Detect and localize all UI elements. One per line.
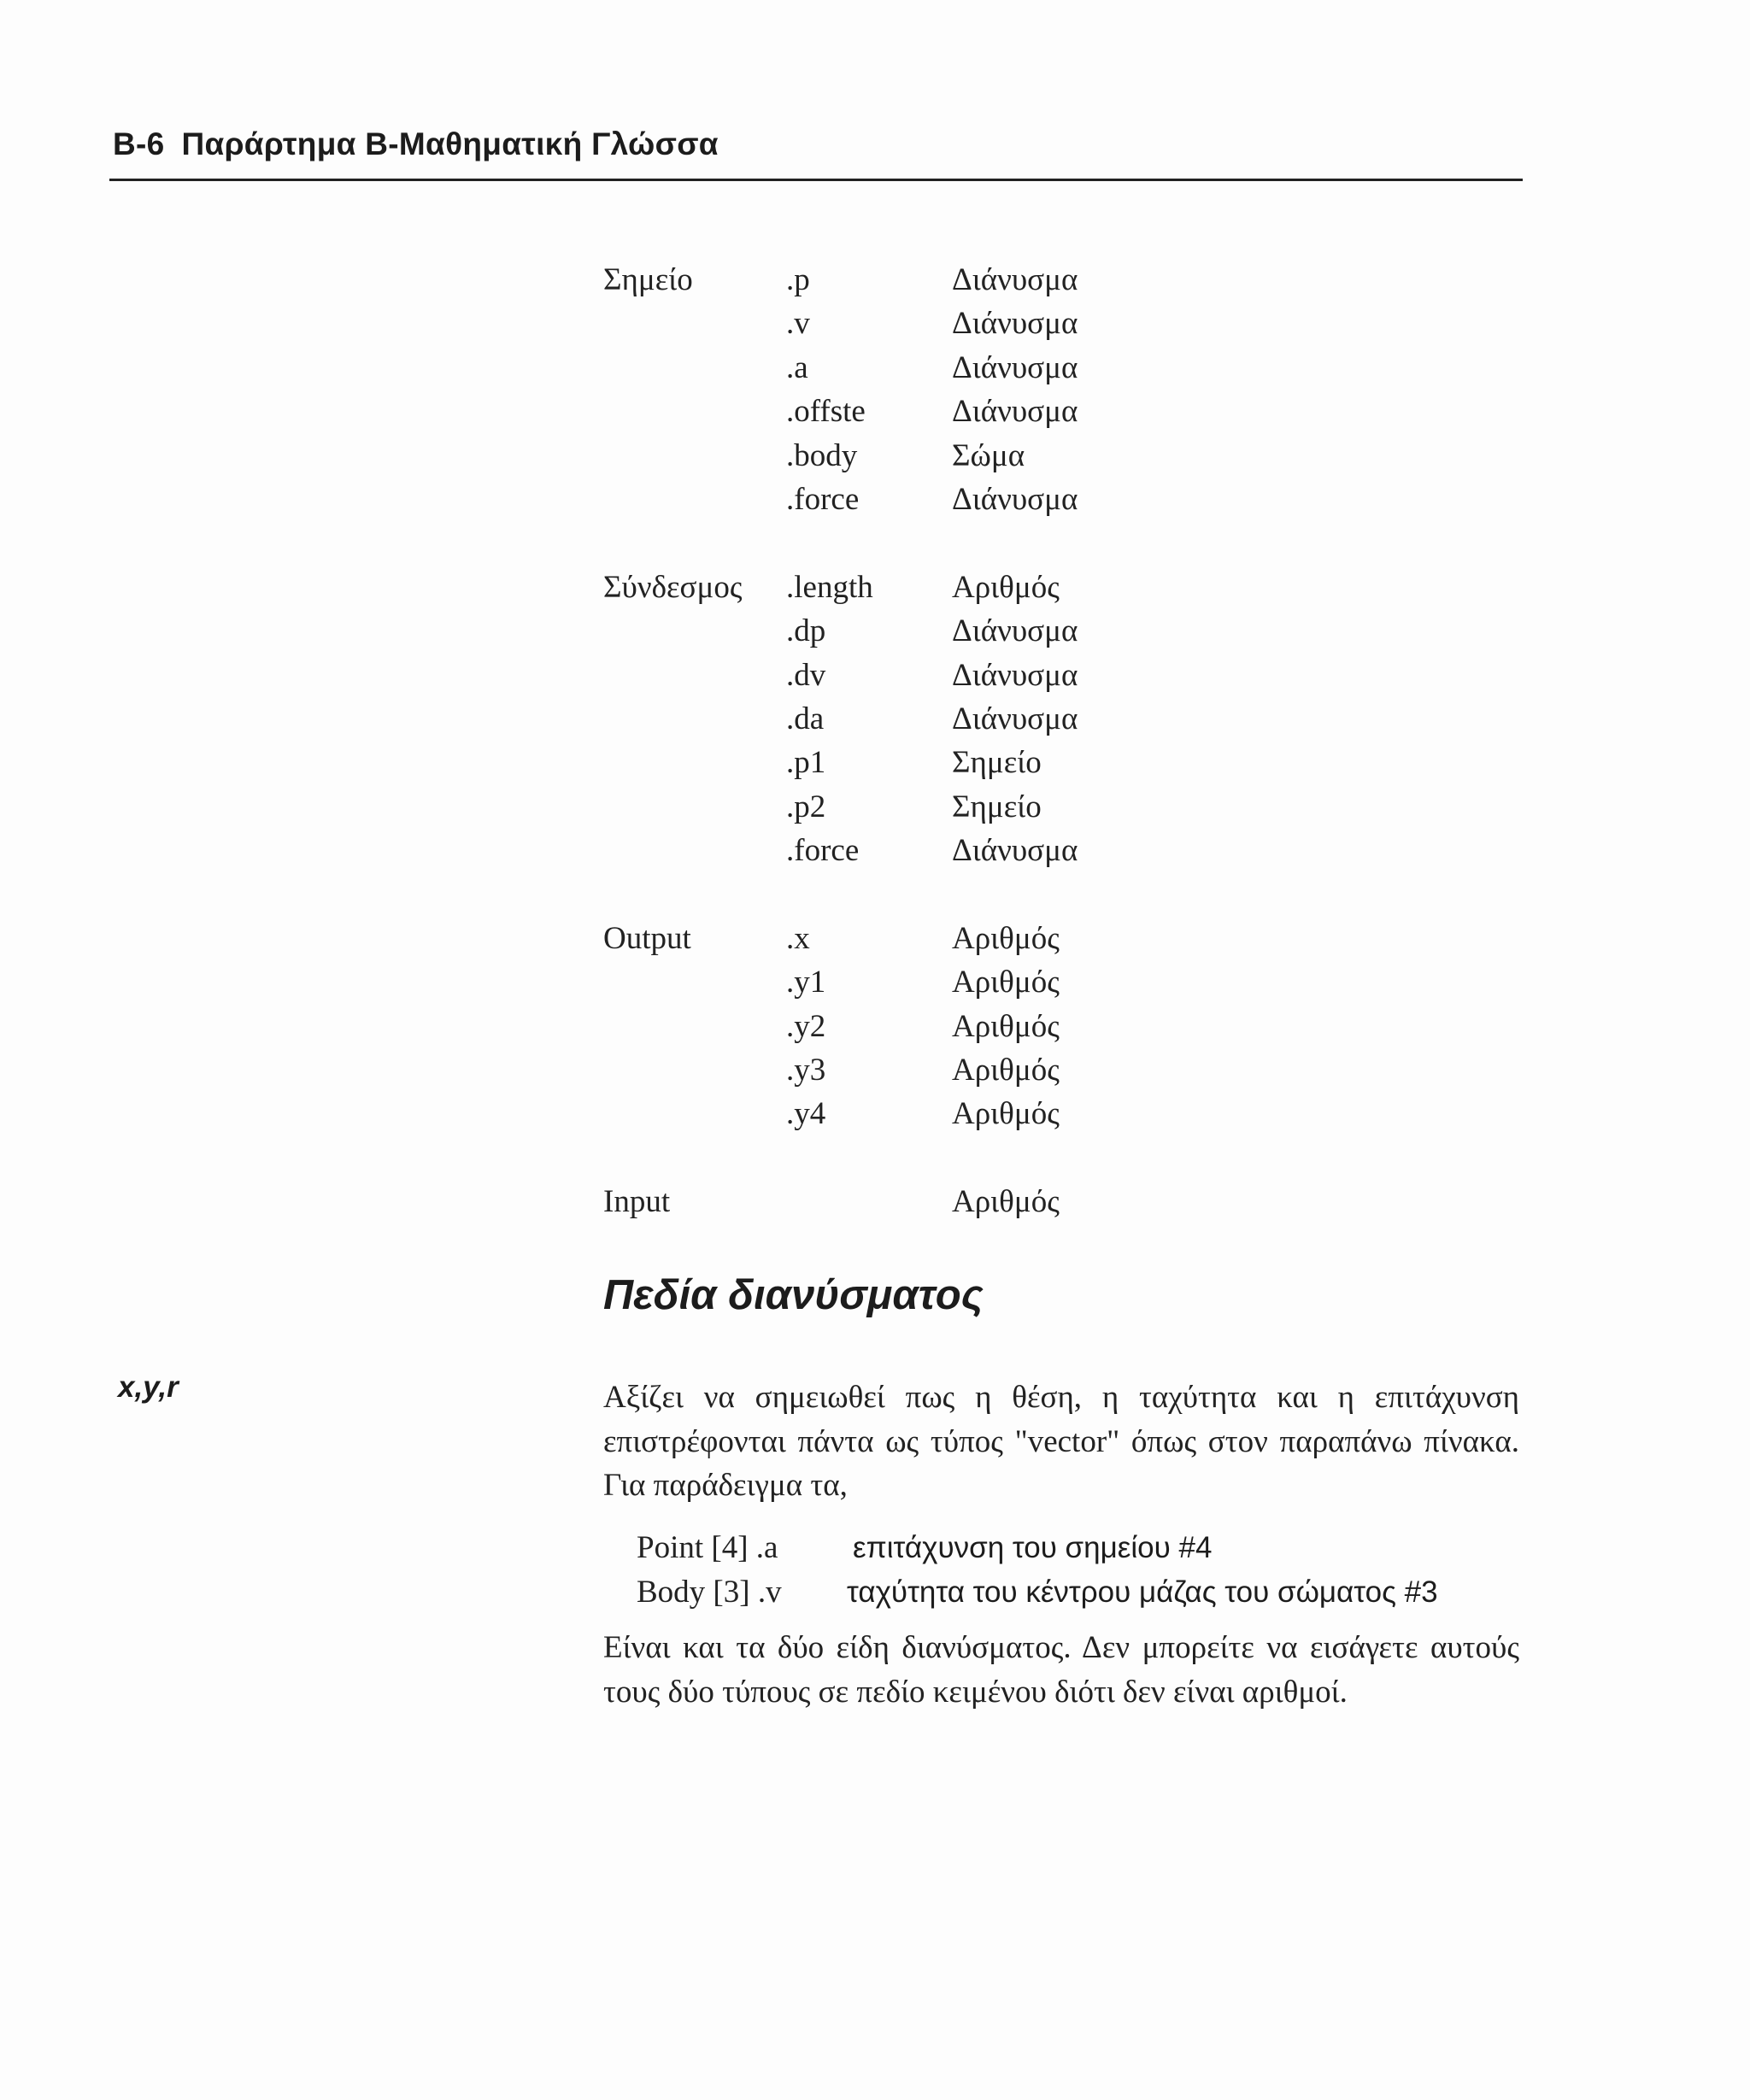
property-type: Αριθμός [952,1096,1060,1132]
page-number: B-6 [113,126,165,161]
property-name: .y1 [786,965,826,1000]
property-type: Διάνυσμα [952,701,1078,736]
property-type: Αριθμός [952,920,1060,956]
property-name: .p [786,262,810,297]
running-header [113,126,719,162]
property-name: .p1 [786,745,826,781]
property-name: .y4 [786,1096,826,1132]
property-name: .offste [786,394,866,430]
property-name: .force [786,833,860,869]
property-type: Διάνυσμα [952,613,1078,649]
object-name: Σύνδεσμος [603,569,743,605]
property-name: .x [786,920,810,956]
property-name: .length [786,569,873,605]
property-type: Διάνυσμα [952,481,1078,517]
property-type: Αριθμός [952,1184,1060,1220]
property-name: .da [786,701,825,736]
header-rule [109,179,1523,181]
property-type: Αριθμός [952,569,1060,605]
property-type: Διάνυσμα [952,349,1078,385]
object-name: Σημείο [603,262,693,297]
property-type: Σημείο [952,789,1042,824]
example-row [637,1570,1525,1615]
property-type: Διάνυσμα [952,833,1078,869]
property-type: Σώμα [952,437,1025,473]
property-name: .a [786,349,808,385]
property-name: .body [786,437,858,473]
margin-note: x,y,r [118,1370,179,1404]
property-name: .y2 [786,1008,826,1044]
example-list [637,1526,1525,1614]
property-type: Διάνυσμα [952,394,1078,430]
example-code: Point [4] .a [637,1530,778,1565]
property-name: .p2 [786,789,826,824]
property-type: Αριθμός [952,1008,1060,1044]
example-row [637,1526,1525,1570]
example-code: Body [3] .v [637,1574,782,1610]
property-type: Σημείο [952,745,1042,781]
property-type: Διάνυσμα [952,657,1078,693]
body-paragraph: Είναι και τα δύο είδη διανύσματος. Δεν μπορείτε να εισάγετε αυτούς τους δύο τύπους σε πεδίο κειμένου διότι δεν είναι αριθμοί. [603,1630,1519,1710]
property-name: .v [786,306,810,342]
property-type: Διάνυσμα [952,262,1078,297]
object-name: Input [603,1184,671,1220]
property-type: Αριθμός [952,1053,1060,1088]
property-name: .force [786,481,860,517]
property-type: Διάνυσμα [952,306,1078,342]
property-name: .y3 [786,1053,826,1088]
body-paragraph: Αξίζει να σημειωθεί πως η θέση, η ταχύτητα και η επιτάχυνση επιστρέφονται πάντα ως τύπος "vector" όπως στον παραπάνω πίνακα. Για παράδειγμα τα, [603,1380,1519,1503]
section-heading: Πεδία διανύσματος [603,1272,984,1318]
chapter-title: Παράρτημα Β-Μαθηματική Γλώσσα [181,126,719,161]
property-name: .dp [786,613,826,649]
property-name: .dv [786,657,826,693]
example-description: επιτάχυνση του σημείου #4 [853,1531,1213,1564]
property-type: Αριθμός [952,965,1060,1000]
object-name: Output [603,920,691,956]
example-description: ταχύτητα του κέντρου μάζας του σώματος #3 [847,1575,1438,1609]
